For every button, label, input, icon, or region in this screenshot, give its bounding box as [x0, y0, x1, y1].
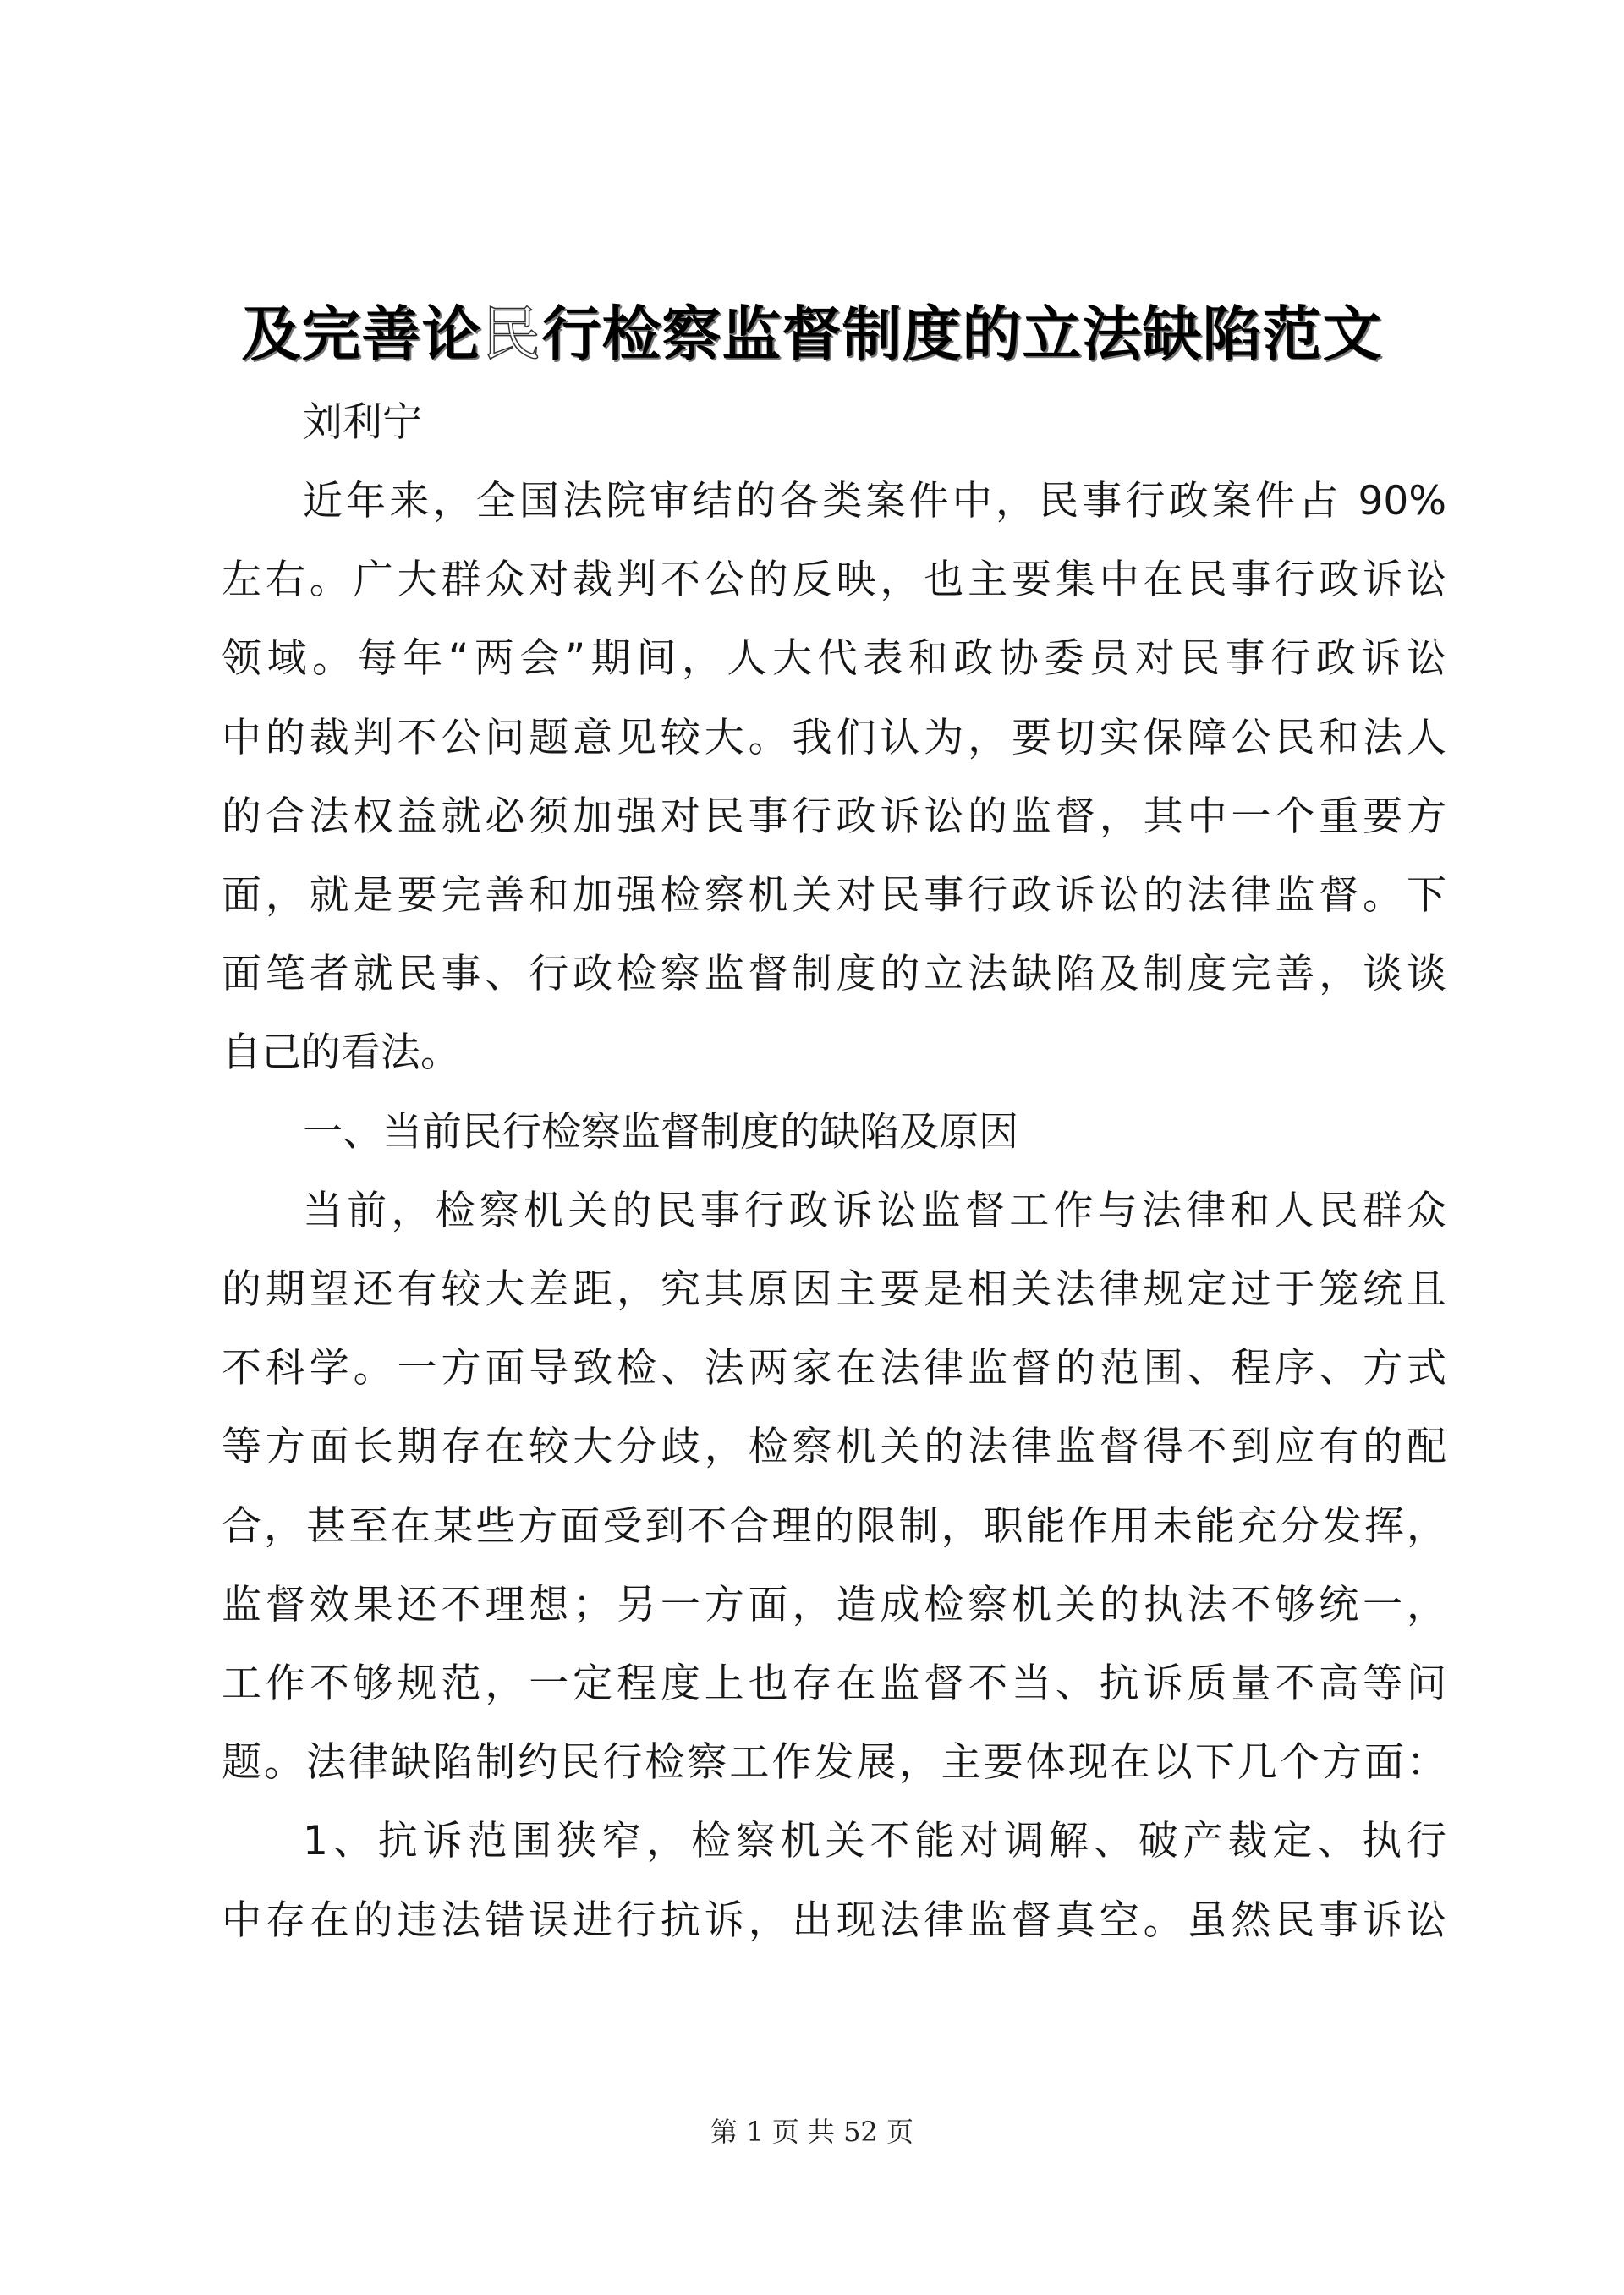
text-line: 自己的看法。 [222, 1029, 460, 1077]
document-title [0, 296, 1624, 372]
text-line: 工作不够规范，一定程度上也存在监督不当、抗诉质量不高等问 [222, 1661, 1446, 1707]
text-line: 面笔者就民事、行政检察监督制度的立法缺陷及制度完善，谈谈 [222, 951, 1446, 998]
text-line: 一、当前民行检察监督制度的缺陷及原因 [303, 1108, 1018, 1156]
text-line: 面，就是要完善和加强检察机关对民事行政诉讼的法律监督。下 [222, 872, 1446, 919]
title-part-2: 行检察监督制度的立法缺陷范文 [541, 299, 1383, 369]
text-line: 当前，检察机关的民事行政诉讼监督工作与法律和人民群众 [303, 1187, 1446, 1234]
text-line: 题。法律缺陷制约民行检察工作发展，主要体现在以下几个方面： [222, 1739, 1446, 1787]
author-name: 刘利宁 [303, 399, 422, 446]
text-line: 监督效果还不理想；另一方面，造成检察机关的执法不够统一， [222, 1581, 1446, 1628]
text-line: 合，甚至在某些方面受到不合理的限制，职能作用未能充分发挥， [222, 1502, 1446, 1550]
text-line: 中的裁判不公问题意见较大。我们认为，要切实保障公民和法人 [222, 714, 1446, 761]
text-line: 中存在的违法错误进行抗诉，出现法律监督真空。虽然民事诉讼 [222, 1897, 1446, 1944]
text-line: 的期望还有较大差距，究其原因主要是相关法律规定过于笼统且 [222, 1266, 1446, 1313]
text-line: 不科学。一方面导致检、法两家在法律监督的范围、程序、方式 [222, 1345, 1446, 1392]
text-line: 领域。每年“两会”期间，人大代表和政协委员对民事行政诉讼 [222, 635, 1446, 683]
text-line: 左右。广大群众对裁判不公的反映，也主要集中在民事行政诉讼 [222, 557, 1446, 604]
text-line: 的合法权益就必须加强对民事行政诉讼的监督，其中一个重要方 [222, 793, 1446, 840]
title-part-1: 及完善论 [241, 299, 482, 369]
title-highlighted-char: 民 [481, 299, 542, 369]
text-line: 近年来，全国法院审结的各类案件中，民事行政案件占 90% [303, 478, 1446, 524]
text-line: 等方面长期存在较大分歧，检察机关的法律监督得不到应有的配 [222, 1424, 1446, 1471]
text-line: 1、抗诉范围狭窄，检察机关不能对调解、破产裁定、执行 [303, 1818, 1446, 1865]
page-footer: 第 1 页 共 52 页 [710, 2116, 914, 2148]
